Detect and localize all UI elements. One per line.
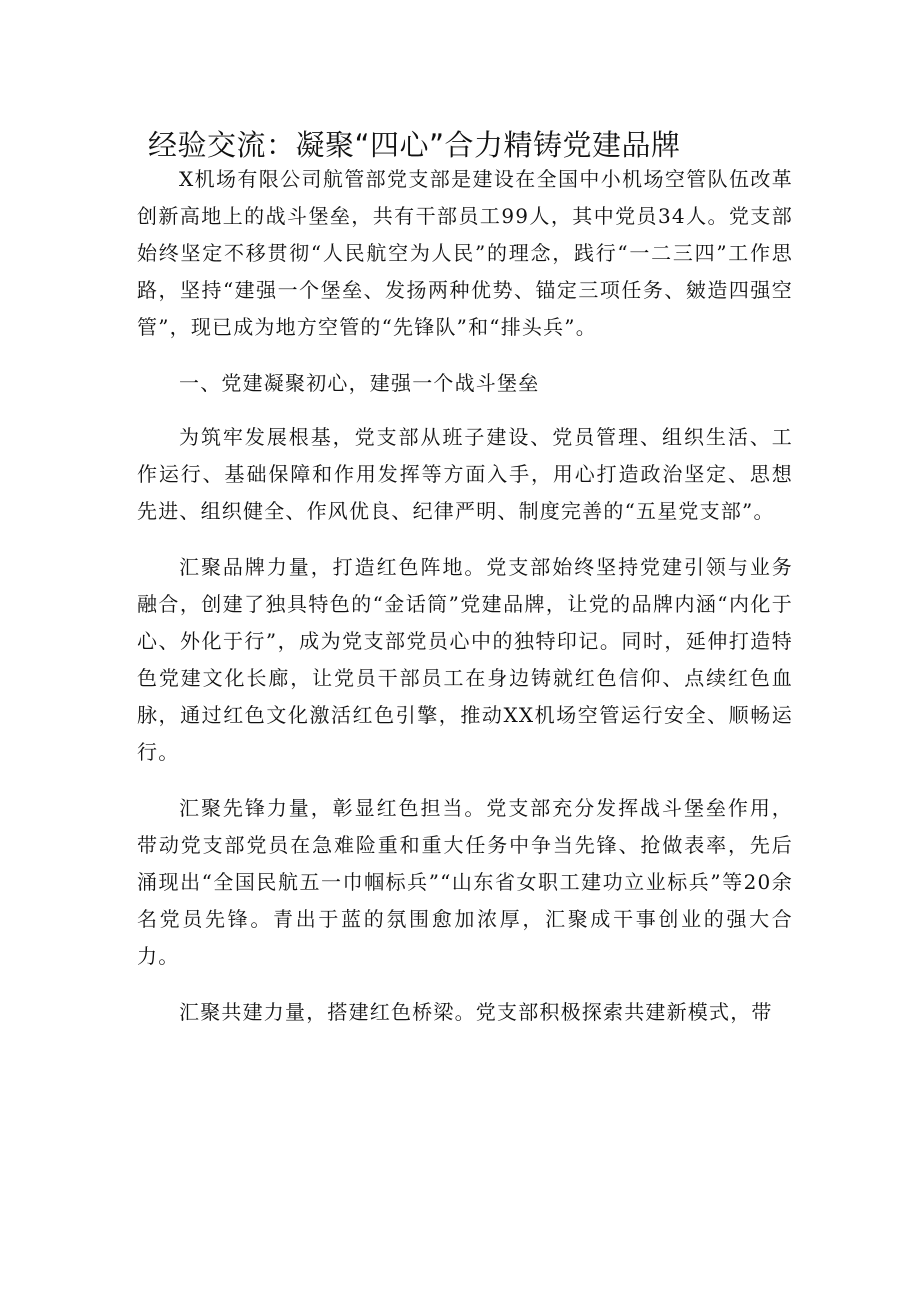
intro-paragraph: X机场有限公司航管部党支部是建设在全国中小机场空管队伍改革创新高地上的战斗堡垒，共有干部员工99人，其中党员34人。党支部始终坚定不移贯彻“人民航空为人民”的理念，践行“一二三四”工作思路，坚持“建强一个堡垒、发扬两种优势、锚定三项任务、皴造四强空管”，现已成为地方空管的“先锋队”和“排头兵”。 (137, 167, 793, 339)
document-body (137, 152, 793, 1050)
paragraph-vanguard-power: 汇聚先锋力量，彰显红色担当。党支部充分发挥战斗堡垒作用，带动党支部党员在急难险重和重大任务中争当先锋、抢做表率，先后涌现出“全国民航五一巾帼标兵”“山东省女职工建功立业标兵”等20余名党员先锋。青出于蓝的氛围愈加浓厚，汇聚成干事创业的强大合力。 (137, 796, 793, 968)
document-title: 经验交流：凝聚“四心”合力精铸党建品牌 (148, 128, 681, 162)
section-heading-1: 一、党建凝聚初心，建强一个战斗堡垒 (179, 371, 540, 395)
paragraph-five-star-branch: 为筑牢发展根基，党支部从班子建设、党员管理、组织生活、工作运行、基础保障和作用发挥等方面入手，用心打造政治坚定、思想先进、组织健全、作风优良、纪律严明、制度完善的“五星党支部”。 (137, 425, 793, 523)
paragraph-brand-power: 汇聚品牌力量，打造红色阵地。党支部始终坚持党建引领与业务融合，创建了独具特色的“金话筒”党建品牌，让党的品牌内涵“内化于心、外化于行”，成为党支部党员心中的独特印记。同时，延伸打造特色党建文化长廊，让党员干部员工在身边铸就红色信仰、点续红色血脉，通过红色文化激活红色引擎，推动XX机场空管运行安全、顺畅运行。 (137, 555, 793, 764)
paragraph-co-building-power: 汇聚共建力量，搭建红色桥梁。党支部积极探索共建新模式，带 (179, 1000, 773, 1024)
